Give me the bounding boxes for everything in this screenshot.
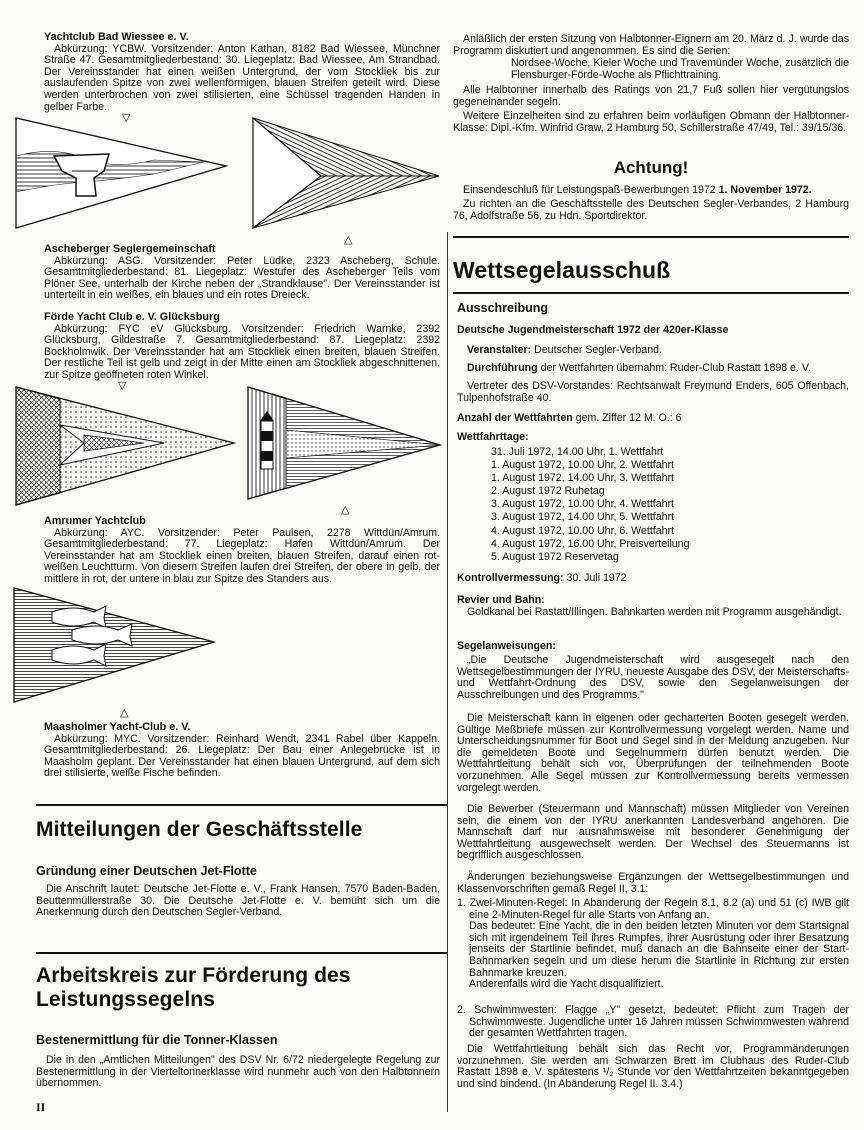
regel-item-1-text: 1. Zwei-Minuten-Regel: In Abänderung der Regeln 8.1, 8.2 (a) und 51 (c) IWB gilt eine 2-Minuten-Regel für alle Starts von Anfang an. [457, 897, 849, 921]
club-name: Amrumer Yachtclub [44, 515, 146, 527]
event-title: Deutsche Jugendmeisterschaft 1972 der 420er-Klasse [457, 324, 729, 336]
segelanweisungen-label: Segelanweisungen: [457, 640, 556, 652]
list-item: 5. August 1972 Reservetag [491, 550, 619, 563]
down-triangle-marker: ▽ [118, 380, 127, 392]
ycbw-pennant-illustration [14, 116, 228, 230]
list-item: 4. August 1972, 10.00 Uhr, 6. Wettfahrt [491, 524, 674, 537]
list-item: 3. August 1972, 14.00 Uhr, 5. Wettfahrt [491, 511, 674, 524]
jet-flotte-text: Die Anschrift lautet: Deutsche Jet-Flotte e. V., Frank Hansen, 7570 Baden-Baden, Beuttenmüllerstraße 30. Die Deutsche Jet-Flotte e. V. bemüht sich um die Anerkennung durch den Deutschen Segler-Verband. [36, 883, 440, 919]
list-item: 31. Juli 1972, 14.00 Uhr, 1. Wettfahrt [491, 446, 664, 458]
section-divider [453, 236, 849, 238]
club-entry-ayc [44, 516, 440, 586]
halbtonner-rating: Alle Halbtonner innerhalb des Ratings von 21,7 Fuß sollen hier vergütungslos gegeneinander segeln. [453, 84, 849, 108]
club-entry-ycbw [44, 32, 440, 113]
page-number: II [36, 1100, 46, 1114]
wettfahrtleitung-text: Die Wettfahrtleitung behält sich das Recht vor, Programmänderungen vorzunehmen. Sie werden am Schwarzen Brett im Clubhaus des Ruder-Club Rastatt 1898 e. V. spätestens ¹/₂ Stunde vor den Wettfahrtzeiten bekanntgegeben und sind bindend. (In Abänderung Regel II. 3.4.) [457, 1043, 849, 1090]
wettfahrttage-list [491, 446, 791, 564]
club-name: Förde Yacht Club e. V. Glücksburg [44, 311, 220, 323]
veranstalter-line [467, 345, 849, 357]
club-description: Abkürzung: YCBW. Vorsitzender: Anton Kathan, 8182 Bad Wiessee, Münchner Straße 47. Gesamtmitgliederbestand: 30. Liegeplatz: Bad Wiessee, Am Strandbad. Der Vereinsstander hat einen weißen Untergrund, der vom Stockliek bis zur auslaufenden Spitze von zwei wellenförmigen, blauen Streifen geteilt wird. Diese werden unterbrochen von zwei stilisierten, eine Schüssel tragenden Händen in gelber Farbe. [44, 42, 440, 113]
wettfahrttage-label: Wettfahrttage: [457, 431, 529, 443]
achtung-heading: Achtung! [613, 158, 689, 177]
kontrollvermessung-value: 30. Juli 1972 [566, 572, 627, 584]
kontrollvermessung-label: Kontrollvermessung: [457, 572, 564, 584]
subsection-title-tonner: Bestenermittlung für die Tonner-Klassen [36, 1033, 278, 1047]
up-triangle-marker: △ [344, 234, 353, 246]
club-entry-fyc [44, 312, 440, 382]
segelanweisungen-p3: Die Bewerber (Steuermann und Mannschaft) müssen Mitglieder von Vereinen sein, die einem von der IYRU anerkannten Landesverband angehören. Die Mannschaft darf nur ausnahmsweise mit besonderer Genehmigung der Wettfahrtleitung ausgewechselt werden. Der Wechsel des Steuermanns ist begrifflich ausgeschlossen. [457, 803, 849, 862]
anzahl-line [457, 413, 849, 425]
section-divider [36, 804, 447, 806]
list-item: 2. August 1972 Ruhetag [491, 485, 605, 498]
veranstalter-label: Veranstalter: [467, 344, 532, 356]
tonner-text: Die in den „Amtlichen Mitteilungen" des DSV Nr. 6/72 niedergelegte Regelung zur Bestenermittlung in der Vierteltonnerklasse wird nunmehr auch von den Halbtonnern übernommen. [36, 1054, 440, 1090]
club-description: Abkürzung: AYC. Vorsitzender: Peter Paulsen, 2278 Wittdün/Amrum. Gesamtmitgliederbestand: 77. Liegeplatz: Hafen Wittdün/Amrum. Der Vereinsstander hat am Stockliek einen breiten, blauen Streifen, darauf einen rot-weißen Leuchtturm. Von diesem Streifen laufen drei Streifen, der obere in gelb, der mittlere in rot, der untere in blau zur Spitze des Standers aus. [44, 526, 440, 585]
revier-text: Goldkanal bei Rastatt/Illingen. Bahnkarten werden mit Programm ausgehändigt. [467, 606, 842, 618]
club-description: Abkürzung: FYC eV Glücksburg. Vorsitzender: Friedrich Warnke, 2392 Glücksburg, Gildestraße 7. Gesamtmitgliederbestand: 87. Liegeplatz: 2392 Bockholmwik. Der Vereinsstander hat am Stockliek einen breiten, blauen Streifen. Der restliche Teil ist gelb und zeigt in der Mitte einen am Stockliek abgeschnittenen, zur Spitze geöffneten roten Winkel. [44, 322, 440, 381]
regel-item-1-explanation: Das bedeutet: Eine Yacht, die in den beiden letzten Minuten vor dem Startsignal sich mit irgendeinem Teil ihres Rumpfes, ihrer Ausrüstung oder ihrer Besatzung jenseits der Startlinie befindet, muß danach an die Bahnseite einer der Start-Bahnmarken segeln und um diese herum die Startlinie in Richtung zur ersten Bahnmarke kreuzen. [469, 920, 849, 979]
regel-item-1-consequence: Anderenfalls wird die Yacht disqualifiziert. [469, 978, 664, 991]
up-triangle-marker: △ [120, 707, 129, 719]
anzahl-label: Anzahl der Wettfahrten [457, 412, 573, 424]
club-entry-myc [44, 722, 440, 780]
section-divider [453, 292, 849, 294]
section-divider [36, 952, 447, 954]
section-title-arbeitskreis: Arbeitskreis zur Förderung des Leistungssegelns [36, 964, 351, 1011]
myc-pennant-illustration [12, 586, 216, 704]
achtung-address: Zu richten an die Geschäftsstelle des Deutschen Segler-Verbandes, 2 Hamburg 76, Adolfstraße 56, zu Hdn. Sportdirektor. [453, 198, 849, 222]
segelanweisungen-p4: Änderungen beziehungsweise Ergänzungen der Wettsegelbestimmungen und Klassenvorschriften gemäß Regel II, 3.1: [457, 871, 849, 895]
club-description: Abkürzung: MYC. Vorsitzender: Reinhard Wendt, 2341 Rabel über Kappeln. Gesamtmitgliederbestand: 26. Liegeplatz: Der Bau einer Anlegebrücke ist in Maasholm geplant. Der Vereinsstander hat einen blauen Untergrund, auf dem sich drei stilisierte, weiße Fische befinden. [44, 732, 440, 780]
durchfuehrung-label: Durchführung [467, 362, 538, 374]
achtung-deadline-date: 1. November 1972. [718, 184, 812, 196]
list-item: 1. August 1972, 10.00 Uhr, 2. Wettfahrt [491, 459, 674, 472]
fyc-pennant-illustration [14, 385, 236, 507]
anzahl-value: gem. Ziffer 12 M. O.: 6 [575, 412, 682, 424]
segelanweisungen-p1: „Die Deutsche Jugendmeisterschaft wird ausgesegelt nach den Wettsegelbestimmungen der IYRU, neueste Ausgabe des DSV, der Meisterschafts- und Wettfahrt-Ordnung des DSV, sowie den Segelanweisungen der Ausschreibungen und des Programms." [457, 654, 849, 701]
revier-label: Revier und Bahn: [457, 594, 545, 606]
club-name: Maasholmer Yacht-Club e. V. [44, 721, 191, 733]
serien-list: Nordsee-Woche, Kieler Woche und Travemünder Woche, zusätzlich die Flensburger-Förde-Woche als Pflichttraining. [511, 57, 849, 81]
list-item: 1. August 1972, 14.00 Uhr, 3. Wettfahrt [491, 472, 674, 485]
halbtonner-intro: Anläßlich der ersten Sitzung von Halbtonner-Eignern am 20. März d. J. wurde das Programm diskutiert und angenommen. Es sind die Serien: [453, 33, 849, 57]
vertreter-text: Vertreter des DSV-Vorstandes: Rechtsanwalt Freymund Enders, 605 Offenbach, Tulpenhofstraße 40. [457, 380, 849, 404]
club-description: Abkürzung: ASG. Vorsitzender: Peter Lüdke, 2323 Ascheberg, Schule. Gesamtmitgliederbestand: 81. Liegeplatz: Westufer des Ascheberger Teils vom Plöner See, unterhalb der Kirche neben der „Strandklause". Der Vereinsstander ist unterteilt in ein weißes, ein blaues und ein rotes Dreieck. [44, 254, 440, 302]
durchfuehrung-value: der Wettfahrten übernahm: Ruder-Club Rastatt 1898 e. V. [540, 362, 811, 374]
kontrollvermessung-line [457, 573, 849, 585]
veranstalter-value: Deutscher Segler-Verband. [534, 344, 662, 356]
club-entry-asg [44, 244, 440, 302]
achtung-deadline [453, 185, 849, 197]
halbtonner-obmann: Weitere Einzelheiten sind zu erfahren beim vorläufigen Obmann der Halbtonner-Klasse: Dipl.-Kfm. Winfrid Graw, 2 Hamburg 50, Schillerstraße 47/49, Tel.: 39/15/36. [453, 110, 849, 134]
club-name: Ascheberger Seglergemeinschaft [44, 243, 216, 255]
durchfuehrung-line [467, 363, 849, 375]
ausschreibung-heading: Ausschreibung [457, 301, 548, 315]
down-triangle-marker: ▽ [122, 112, 131, 124]
section-title-wettsegel: Wettsegelausschuß [453, 257, 671, 283]
asg-pennant-illustration [251, 116, 441, 230]
ayc-pennant-illustration [246, 385, 442, 501]
column-divider [447, 232, 448, 1112]
section-title-geschaeftsstelle: Mitteilungen der Geschäftsstelle [36, 818, 363, 841]
club-name: Yachtclub Bad Wiessee e. V. [44, 31, 189, 43]
list-item: 3. August 1972, 10.00 Uhr, 4. Wettfahrt [491, 498, 674, 511]
achtung-deadline-text: Einsendeschluß für Leistungspaß-Bewerbungen 1972 [463, 184, 716, 196]
regel-item-2: 2. Schwimmwesten: Flagge „Y" gesetzt, bedeutet: Pflicht zum Tragen der Schwimmweste. Jugendliche unter 16 Jahren müssen Schwimmwesten während der gesamten Wettfahrten tragen. [457, 1004, 849, 1040]
up-triangle-marker: △ [341, 504, 350, 516]
subsection-title-jet-flotte: Gründung einer Deutschen Jet-Flotte [36, 864, 257, 878]
regel-item-1 [457, 898, 849, 991]
segelanweisungen-p2: Die Meisterschaft kann in eigenen oder gecharterten Booten gesegelt werden. Gültige Meßbriefe müssen zur Kontrollvermessung vorgelegt werden. Name und Unterscheidungsnummer für Boot und Segel sind in der Meldung anzugeben. Nur die gemeldeten Boote und Segelnummern dürfen benutzt werden. Die Wettfahrtleitung behält sich vor, Überprüfungen der teilnehmenden Boote vorzunehmen. Alle Segel müssen zur Kontrollvermessung bereits vermessen vorgelegt werden. [457, 712, 849, 794]
list-item: 4. August 1972, 16.00 Uhr, Preisverteilung [491, 537, 690, 550]
